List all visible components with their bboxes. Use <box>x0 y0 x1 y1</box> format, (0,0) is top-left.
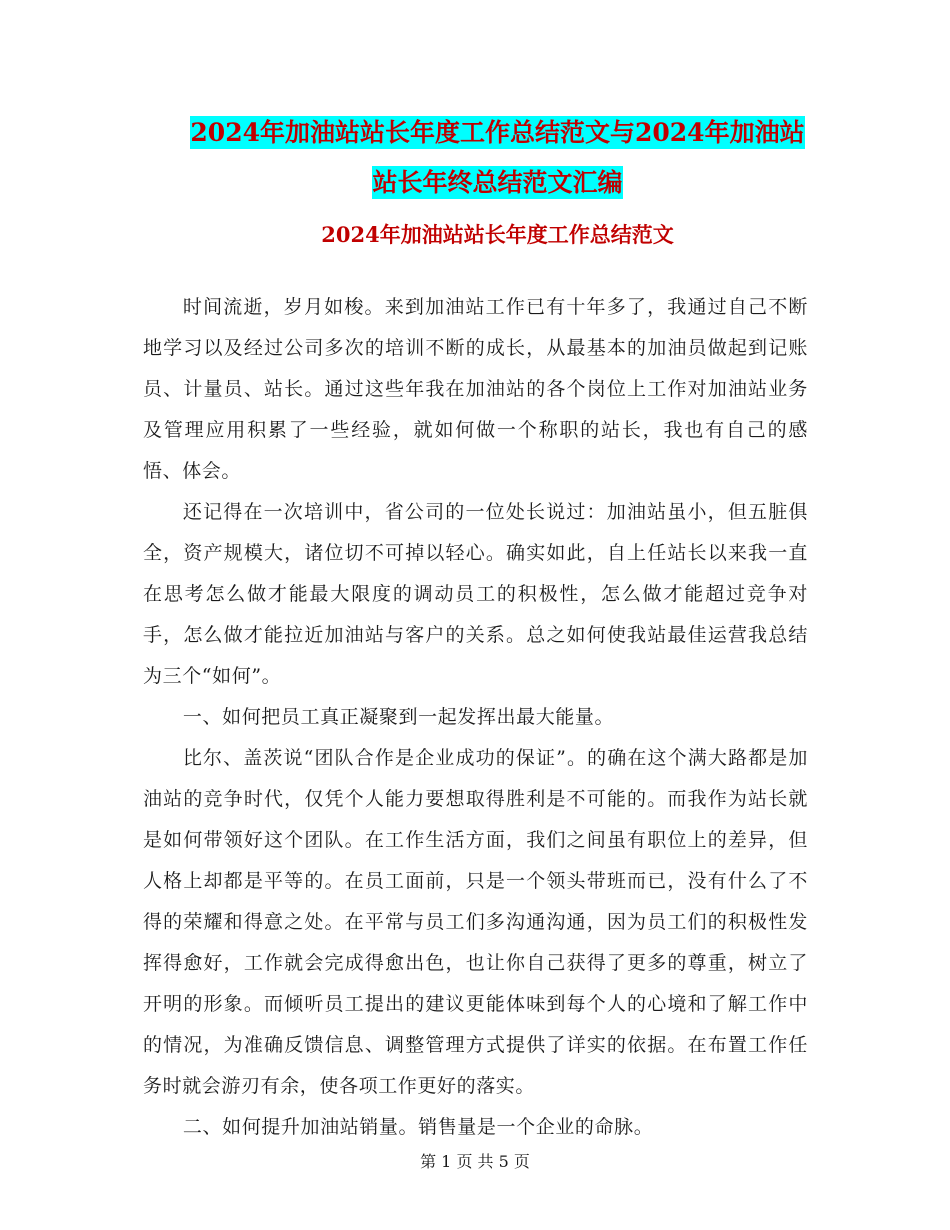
section-title: 2024年加油站站长年度工作总结范文 <box>321 222 674 247</box>
paragraph: 二、如何提升加油站销量。销售量是一个企业的命脉。 <box>182 1116 654 1138</box>
document-title <box>140 108 855 208</box>
document-body <box>143 287 808 1148</box>
document-title-line-1: 2024年加油站站长年度工作总结范文与2024年加油站 <box>190 118 805 147</box>
document-title-line-2: 站长年终总结范文汇编 <box>372 168 623 197</box>
paragraph: 一、如何把员工真正凝聚到一起发挥出最大能量。 <box>182 706 615 728</box>
paragraph: 比尔、盖茨说“团队合作是企业成功的保证”。的确在这个满大路都是加油站的竞争时代，仅凭个人能力要想取得胜利是不可能的。而我作为站长就是如何带领好这个团队。在工作生活方面，我们之间虽有职位上的差异，但人格上却都是平等的。在员工面前，只是一个领头带班而已，没有什么了不得的荣耀和得意之处。在平常与员工们多沟通沟通，因为员工们的积极性发挥得愈好，工作就会完成得愈出色，也让你自己获得了更多的尊重，树立了开明的形象。而倾听员工提出的建议更能体味到每个人的心境和了解工作中的情况，为准确反馈信息、调整管理方式提供了详实的依据。在布置工作任务时就会游刃有余，使各项工作更好的落实。 <box>143 747 808 1097</box>
paragraph: 还记得在一次培训中，省公司的一位处长说过：加油站虽小，但五脏俱全，资产规模大，诸位切不可掉以轻心。确实如此，自上任站长以来我一直在思考怎么做才能最大限度的调动员工的积极性，怎么做才能超过竞争对手，怎么做才能拉近加油站与客户的关系。总之如何使我站最佳运营我总结为三个“如何”。 <box>143 501 808 687</box>
page-footer: 第 1 页 共 5 页 <box>420 1152 530 1171</box>
paragraph: 时间流逝，岁月如梭。来到加油站工作已有十年多了，我通过自己不断地学习以及经过公司多次的培训不断的成长，从最基本的加油员做起到记账员、计量员、站长。通过这些年我在加油站的各个岗位上工作对加油站业务及管理应用积累了一些经验，就如何做一个称职的站长，我也有自己的感悟、体会。 <box>143 296 808 482</box>
